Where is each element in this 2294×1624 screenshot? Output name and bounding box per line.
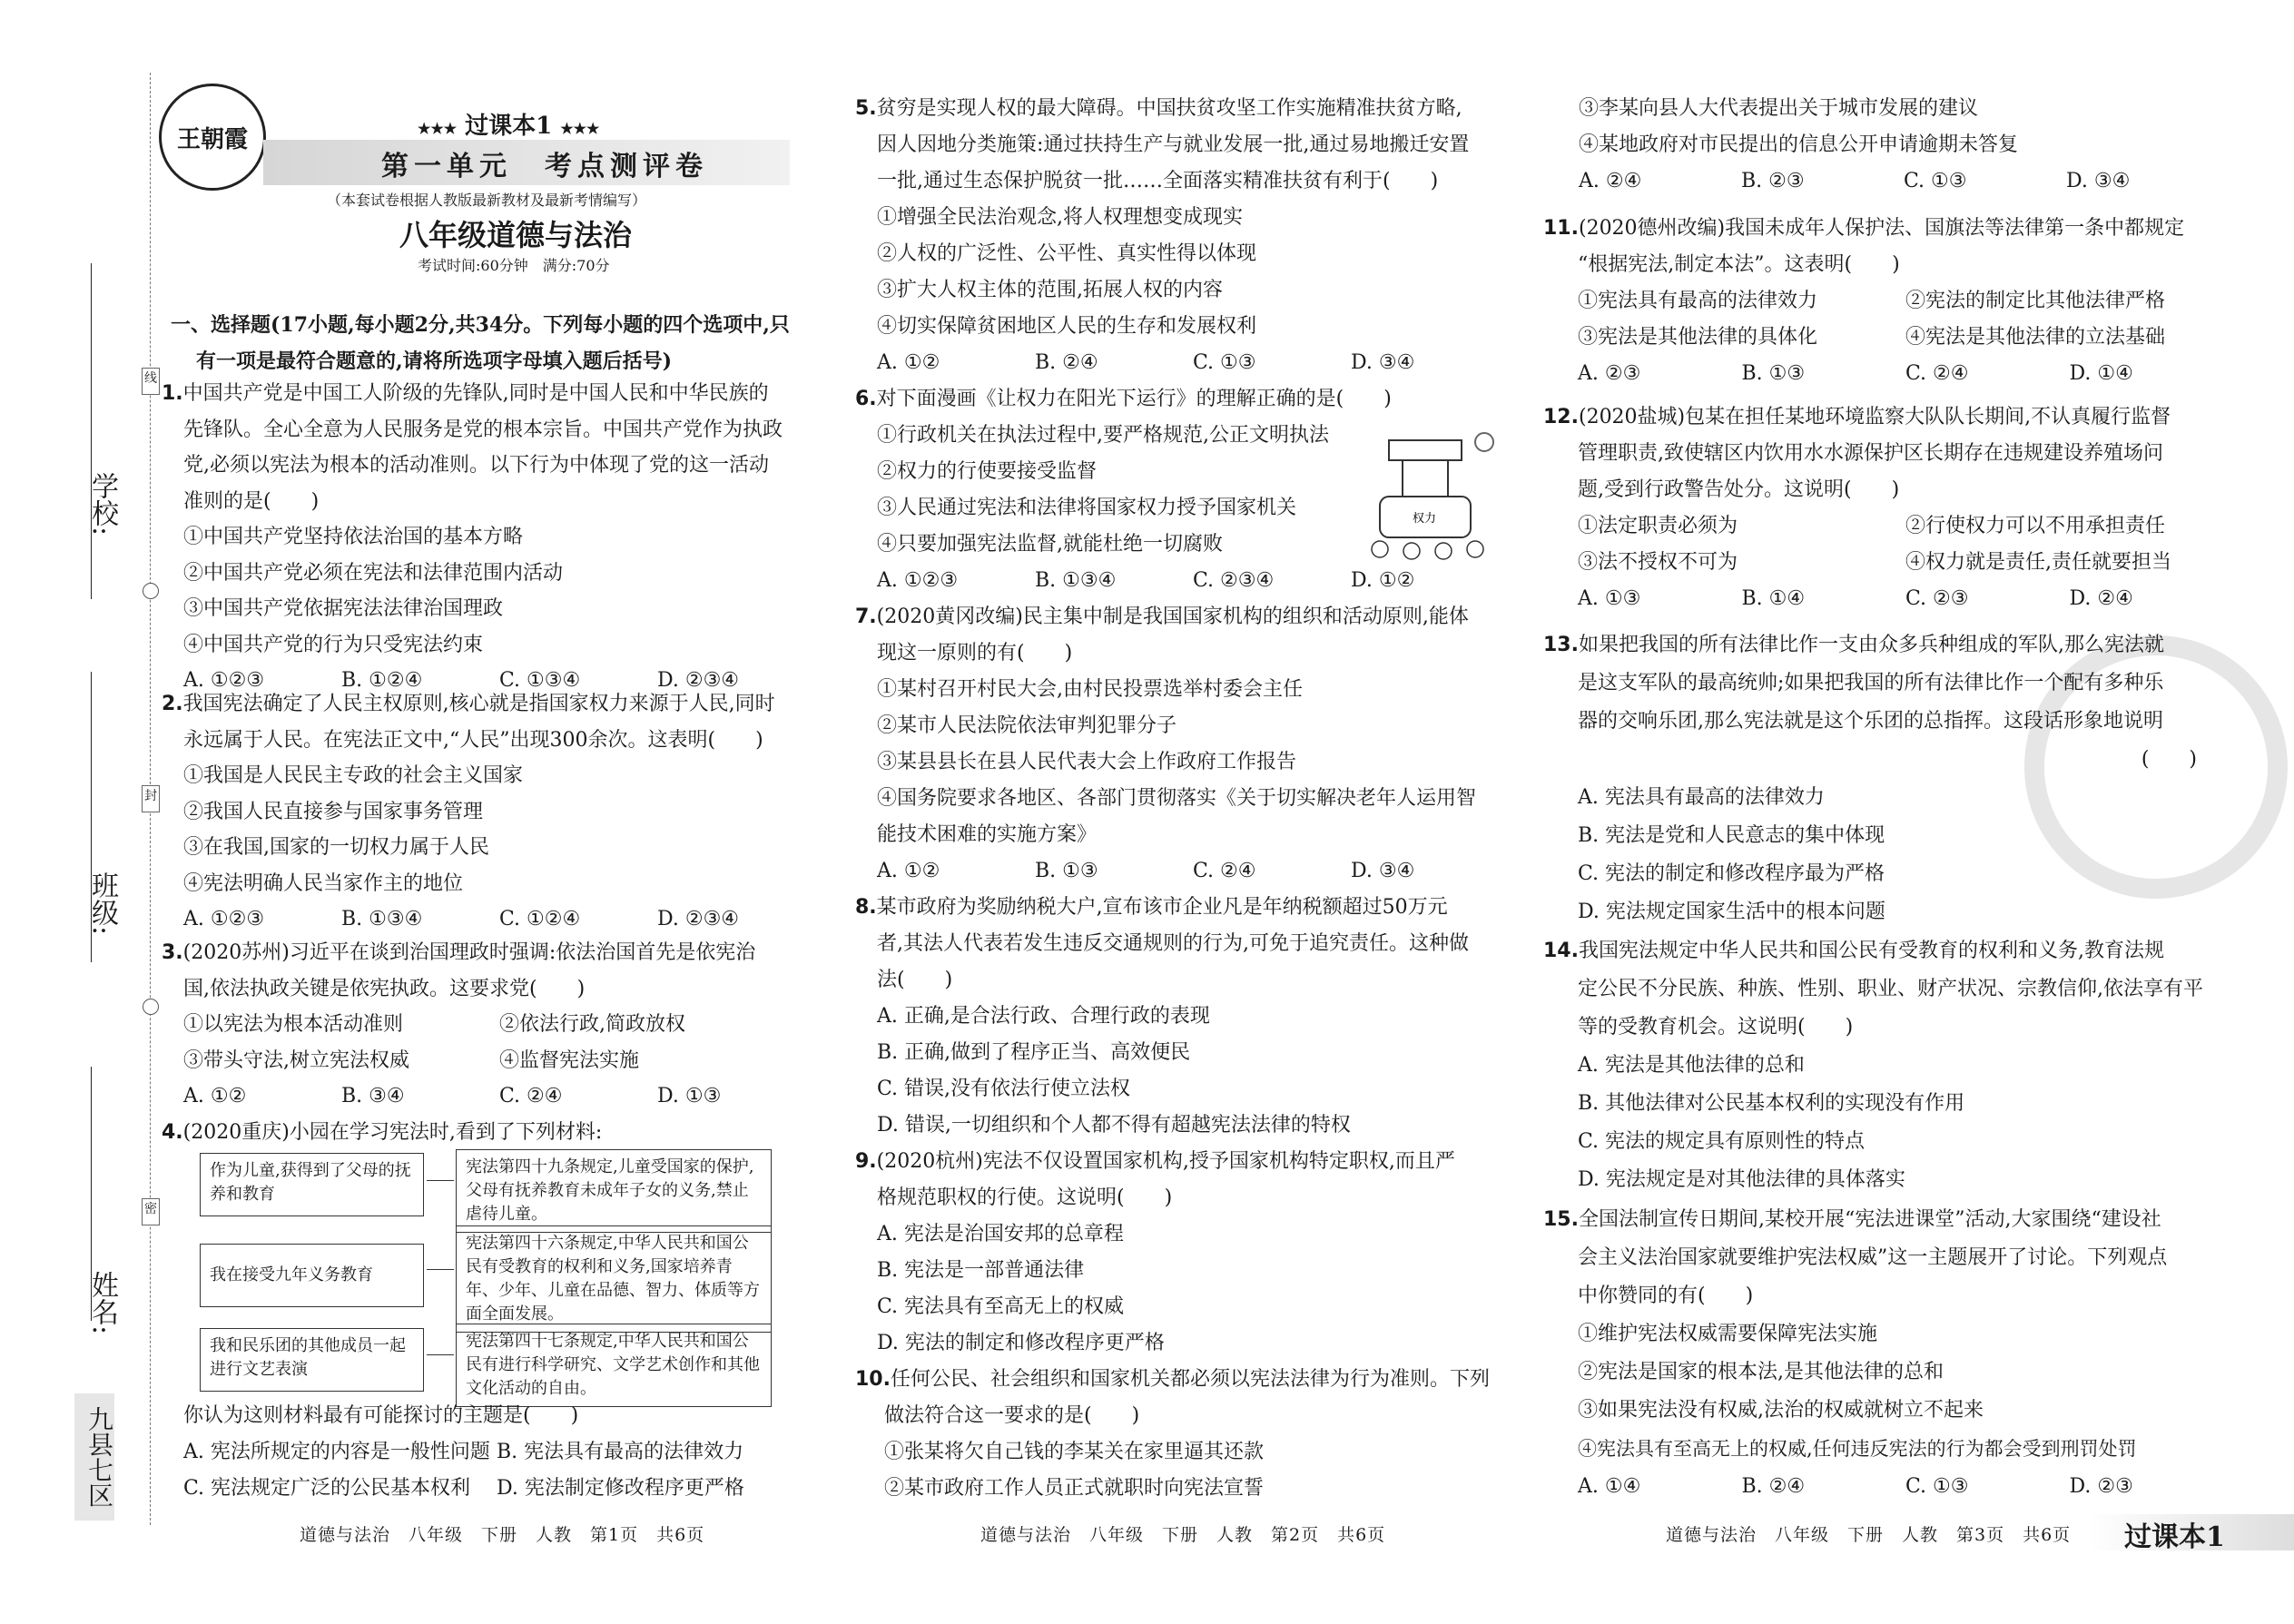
mark-xian: 线 bbox=[142, 368, 160, 395]
question-6: 6.对下面漫画《让权力在阳光下运行》的理解正确的是( ) ①行政机关在执法过程中,要严格规范,公正文明执法 ②权力的行使要接受监督 ③人民通过宪法和法律将国家权力授予国家机关 ④只要加强宪法监督,就能杜绝一切腐败 A. ①②③ B. ①③④ C. ②③④ D. ①② bbox=[855, 381, 1509, 599]
mark-mi: 密 bbox=[142, 1198, 160, 1225]
question-7: 7.(2020黄冈改编)民主集中制是我国国家机构的组织和活动原则,能体 现这一原则的有( ) ①某村召开村民大会,由村民投票选举村委会主任 ②某市人民法院依法审判犯罪分子 ③某县县长在县人民代表大会上作政府工作报告 ④国务院要求各地区、各部门贯彻落实《关于切实解决老年人运用智 能技术困难的实施方案》 A. ①② B. ①③ C. ②④ D. ③④ bbox=[855, 599, 1509, 890]
sub-note: （本套试卷根据人教版最新教材及最新考情编写） bbox=[327, 192, 647, 209]
mark-feng: 封 bbox=[142, 785, 160, 812]
q2-options: A. ①②③ B. ①③④ C. ①②④ D. ②③④ bbox=[183, 908, 740, 930]
q4-box-left-2: 我在接受九年义务教育 bbox=[200, 1244, 424, 1307]
q4-box-right-3: 宪法第四十七条规定,中华人民共和国公民有进行科学研究、文学艺术创作和其他文化活动的自由。 bbox=[456, 1324, 772, 1407]
school-line bbox=[91, 263, 92, 599]
cartoon-image bbox=[1362, 422, 1507, 563]
question-12: 12.(2020盐城)包某在担任某地环境监察大队队长期间,不认真履行监督 管理职责,致使辖区内饮用水水源保护区长期存在违规建设养殖场问 题,受到行政警告处分。这说明( ) ①法定职责必须为 ②行使权力可以不用承担责任 ③法不授权不可为 ④权力就是责任,责任就要担当 A. ①③ B. ①④ C. ②③ D. ②④ bbox=[1543, 399, 2233, 617]
footer-page-2: 道德与法治 八年级 下册 人教 第2页 共6页 bbox=[980, 1525, 1386, 1545]
punch-hole-icon bbox=[143, 999, 159, 1015]
question-10-cont: ③李某向县人大代表提出关于城市发展的建议 ④某地政府对市民提出的信息公开申请逾期未答复 A. ②④ B. ②③ C. ①③ D. ③④ bbox=[1575, 91, 2229, 200]
q1-options: A. ①②③ B. ①②④ C. ①③④ D. ②③④ bbox=[183, 669, 740, 692]
q4-options-1: A. 宪法所规定的内容是一般性问题 B. 宪法具有最高的法律效力 bbox=[183, 1441, 744, 1463]
question-9: 9.(2020杭州)宪法不仅设置国家机构,授予国家机构特定职权,而且严 格规范职权的行使。这说明( ) A. 宪法是治国安邦的总章程 B. 宪法是一部普通法律 C. 宪法具有至高无上的权威 D. 宪法的制定和修改程序更严格 bbox=[855, 1150, 1455, 1354]
q4-box-right-1: 宪法第四十九条规定,儿童受国家的保护,父母有抚养教育未成年子女的义务,禁止虐待儿童。 bbox=[456, 1149, 772, 1233]
school-label: 学校: bbox=[86, 472, 118, 536]
question-5: 5.贫穷是实现人权的最大障碍。中国扶贫攻坚工作实施精准扶贫方略, 因人因地分类施策:通过扶持生产与就业发展一批,通过易地搬迁安置 一批,通过生态保护脱贫一批……全面落实精准扶贫有利于( ) ①增强全民法治观念,将人权理想变成现实 ②人权的广泛性、公平性、真实性得以体现 ③扩大人权主体的范围,拓展人权的内容 ④切实保障贫困地区人民的生存和发展权利 A. ①② B. ②④ C. ①③ D. ③④ bbox=[855, 91, 1509, 381]
punch-hole-icon bbox=[143, 583, 159, 599]
class-label: 班级: bbox=[86, 871, 118, 936]
section1-title: 一、选择题(17小题,每小题2分,共34分。下列每小题的四个选项中,只 有一项是最符合题意的,请将所选项字母填入题后括号) bbox=[171, 313, 790, 373]
question-14: 14.我国宪法规定中华人民共和国公民有受教育的权利和义务,教育法规 定公民不分民族、种族、性别、职业、财产状况、宗教信仰,依法享有平 等的受教育机会。这说明( ) A. 宪法是其他法律的总和 B. 其他法律对公民基本权利的实现没有作用 C. 宪法的规定具有原则性的特点 D. 宪法规定是对其他法律的具体落实 bbox=[1543, 940, 2203, 1191]
series-title: ★★★ 过课本1 ★★★ bbox=[418, 113, 600, 140]
q4-options-2: C. 宪法规定广泛的公民基本权利 D. 宪法制定修改程序更严格 bbox=[183, 1477, 744, 1500]
exam-info: 考试时间:60分钟 满分:70分 bbox=[418, 257, 610, 274]
name-label: 姓名: bbox=[86, 1271, 118, 1335]
footer-page-1: 道德与法治 八年级 下册 人教 第1页 共6页 bbox=[300, 1525, 705, 1545]
question-10: 10.任何公民、社会组织和国家机关都必须以宪法法律为行为准则。下列 做法符合这一要求的是( ) ①张某将欠自己钱的李某关在家里逼其还款 ②某市政府工作人员正式就职时向宪法宣誓 bbox=[855, 1368, 1490, 1500]
q15-options: A. ①④ B. ②④ C. ①③ D. ②③ bbox=[1578, 1475, 2133, 1498]
subject-title: 八年级道德与法治 bbox=[399, 218, 633, 252]
question-8: 8.某市政府为奖励纳税大户,宣布该市企业凡是年纳税额超过50万元 者,其法人代表若发生违反交通规则的行为,可免于追究责任。这种做 法( ) A. 正确,是合法行政、合理行政的表现 B. 正确,做到了程序正当、高效便民 C. 错误,没有依法行使立法权 D. 错误,一切组织和个人都不得有超越宪法法律的特权 bbox=[855, 896, 1469, 1137]
question-3: 3.(2020苏州)习近平在谈到治国理政时强调:依法治国首先是依宪治 国,依法执政关键是依宪执政。这要求党( ) ①以宪法为根本活动准则 ②依法行政,简政放权 ③带头守法,树立宪法权威 ④监督宪法实施 A. ①② B. ③④ C. ②④ D. ①③ bbox=[162, 935, 815, 1115]
question-15: 15.全国法制宣传日期间,某校开展“宪法进课堂”活动,大家围绕“建设社 会主义法治国家就要维护宪法权威”这一主题展开了讨论。下列观点 中你赞同的有( ) ①维护宪法权威需要保障宪法实施 ②宪法是国家的根本法,是其他法律的总和 ③如果宪法没有权威,法治的权威就树立不起来 ④宪法具有至高无上的权威,任何违反宪法的行为都会受到刑罚处罚 A. ①④ B. ②④ C. ①③ D. ②③ bbox=[1543, 1201, 2233, 1506]
q4-box-right-2: 宪法第四十六条规定,中华人民共和国公民有受教育的权利和义务,国家培养青年、少年、儿童在品德、智力、体质等方面全面发展。 bbox=[456, 1225, 772, 1333]
footer-page-3: 道德与法治 八年级 下册 人教 第3页 共6页 bbox=[1666, 1525, 2072, 1545]
q4-box-left-1: 作为儿童,获得到了父母的抚养和教育 bbox=[200, 1153, 424, 1216]
unit-title: 第一单元 考点测评卷 bbox=[381, 151, 708, 182]
question-11: 11.(2020德州改编)我国未成年人保护法、国旗法等法律第一条中都规定 “根据宪法,制定本法”。这表明( ) ①宪法具有最高的法律效力 ②宪法的制定比其他法律严格 ③宪法是其他法律的具体化 ④宪法是其他法律的立法基础 A. ②③ B. ①③ C. ②④ D. ①④ bbox=[1543, 211, 2233, 392]
district-badge: 九县七区 bbox=[74, 1393, 114, 1521]
q5-options: A. ①② B. ②④ C. ①③ D. ③④ bbox=[877, 351, 1415, 374]
q10-options: A. ②④ B. ②③ C. ①③ D. ③④ bbox=[1579, 170, 2131, 192]
question-13: 13.如果把我国的所有法律比作一支由众多兵种组成的军队,那么宪法就 是这支军队的最高统帅;如果把我国的所有法律比作一个配有多种乐 器的交响乐团,那么宪法就是这个乐团的总指挥。这段话形象地说明 ( ) A. 宪法具有最高的法律效力 B. 宪法是党和人民意志的集中体现 C. 宪法的制定和修改程序最为严格 D. 宪法规定国家生活中的根本问题 bbox=[1543, 634, 2197, 923]
q12-options: A. ①③ B. ①④ C. ②③ D. ②④ bbox=[1578, 587, 2133, 610]
cartoon-label: 权力 bbox=[1413, 512, 1437, 526]
arrow-icon bbox=[427, 1354, 454, 1355]
question-4: 4.(2020重庆)小园在学习宪法时,看到了下列材料: bbox=[162, 1121, 603, 1144]
q7-options: A. ①② B. ①③ C. ②④ D. ③④ bbox=[877, 860, 1415, 882]
q4-box-left-3: 我和民乐团的其他成员一起进行文艺表演 bbox=[200, 1328, 424, 1392]
arrow-icon bbox=[427, 1180, 454, 1181]
footer-badge: 过课本1 bbox=[2124, 1521, 2225, 1553]
publisher-logo: 王朝霞 bbox=[159, 84, 266, 191]
question-1: 1.中国共产党是中国工人阶级的先锋队,同时是中国人民和中华民族的 先锋队。全心全意为人民服务是党的根本宗旨。中国共产党作为执政 党,必须以宪法为根本的活动准则。以下行为中体现了党的这一活动 准则的是( ) ①中国共产党坚持依法治国的基本方略 ②中国共产党必须在宪法和法律范围内活动 ③中国共产党依据宪法法律治国理政 ④中国共产党的行为只受宪法约束 A. ①②③ B. ①②④ C. ①③④ D. ②③④ bbox=[162, 376, 815, 699]
q3-options: A. ①② B. ③④ C. ②④ D. ①③ bbox=[183, 1085, 722, 1107]
arrow-icon bbox=[427, 1269, 454, 1270]
q6-options: A. ①②③ B. ①③④ C. ②③④ D. ①② bbox=[877, 569, 1415, 592]
q11-options: A. ②③ B. ①③ C. ②④ D. ①④ bbox=[1578, 362, 2133, 385]
question-2: 2.我国宪法确定了人民主权原则,核心就是指国家权力来源于人民,同时 永远属于人民。在宪法正文中,“人民”出现300余次。这表明( ) ①我国是人民民主专政的社会主义国家 ②我国人民直接参与国家事务管理 ③在我国,国家的一切权力属于人民 ④宪法明确人民当家作主的地位 A. ①②③ B. ①③④ C. ①②④ D. ②③④ bbox=[162, 686, 815, 938]
q4-question: 你认为这则材料最有可能探讨的主题是( ) A. 宪法所规定的内容是一般性问题 B. 宪法具有最高的法律效力 C. 宪法规定广泛的公民基本权利 D. 宪法制定修改程序更严格 bbox=[183, 1398, 810, 1507]
